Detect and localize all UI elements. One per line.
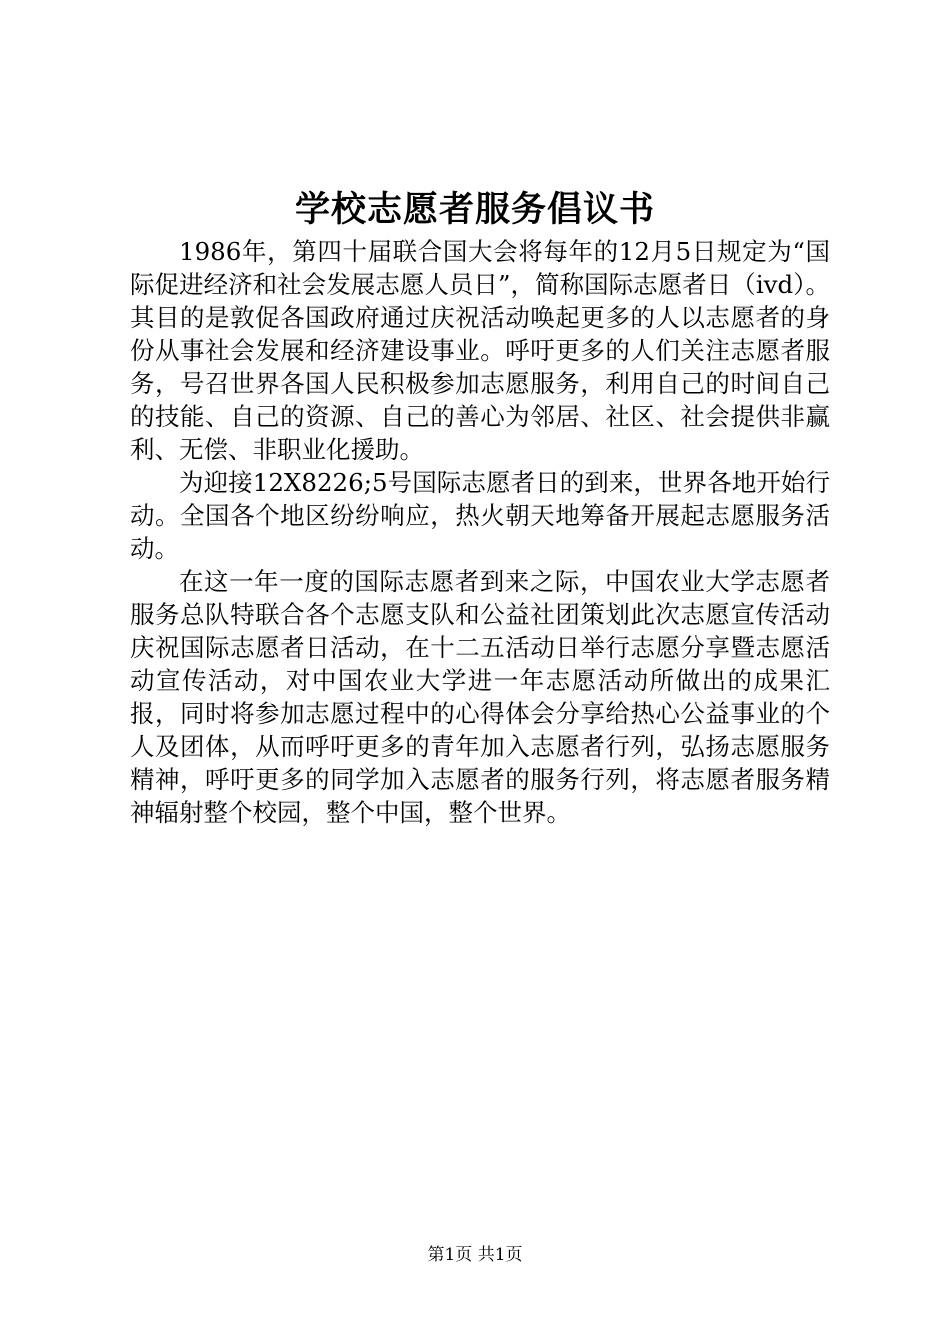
document-body [130,235,830,829]
paragraph-1: 1986年，第四十届联合国大会将每年的12月5日规定为“国际促进经济和社会发展志愿人员日”，简称国际志愿者日（ivd）。其目的是敦促各国政府通过庆祝活动唤起更多的人以志愿者的身份从事社会发展和经济建设事业。呼吁更多的人们关注志愿者服务，号召世界各国人民积极参加志愿服务，利用自己的时间自己的技能、自己的资源、自己的善心为邻居、社区、社会提供非赢利、无偿、非职业化援助。 [130,237,830,464]
paragraph-2: 为迎接12X8226;5号国际志愿者日的到来，世界各地开始行动。全国各个地区纷纷响应，热火朝天地筹备开展起志愿服务活动。 [130,468,830,563]
page-footer: 第1页 共1页 [427,1245,523,1265]
paragraph-3: 在这一年一度的国际志愿者到来之际，中国农业大学志愿者服务总队特联合各个志愿支队和公益社团策划此次志愿宣传活动庆祝国际志愿者日活动，在十二五活动日举行志愿分享暨志愿活动宣传活动，对中国农业大学进一年志愿活动所做出的成果汇报，同时将参加志愿过程中的心得体会分享给热心公益事业的个人及团体，从而呼吁更多的青年加入志愿者行列，弘扬志愿服务精神，呼吁更多的同学加入志愿者的服务行列，将志愿者服务精神辐射整个校园，整个中国，整个世界。 [130,567,830,827]
document-title: 学校志愿者服务倡议书 [294,189,655,230]
